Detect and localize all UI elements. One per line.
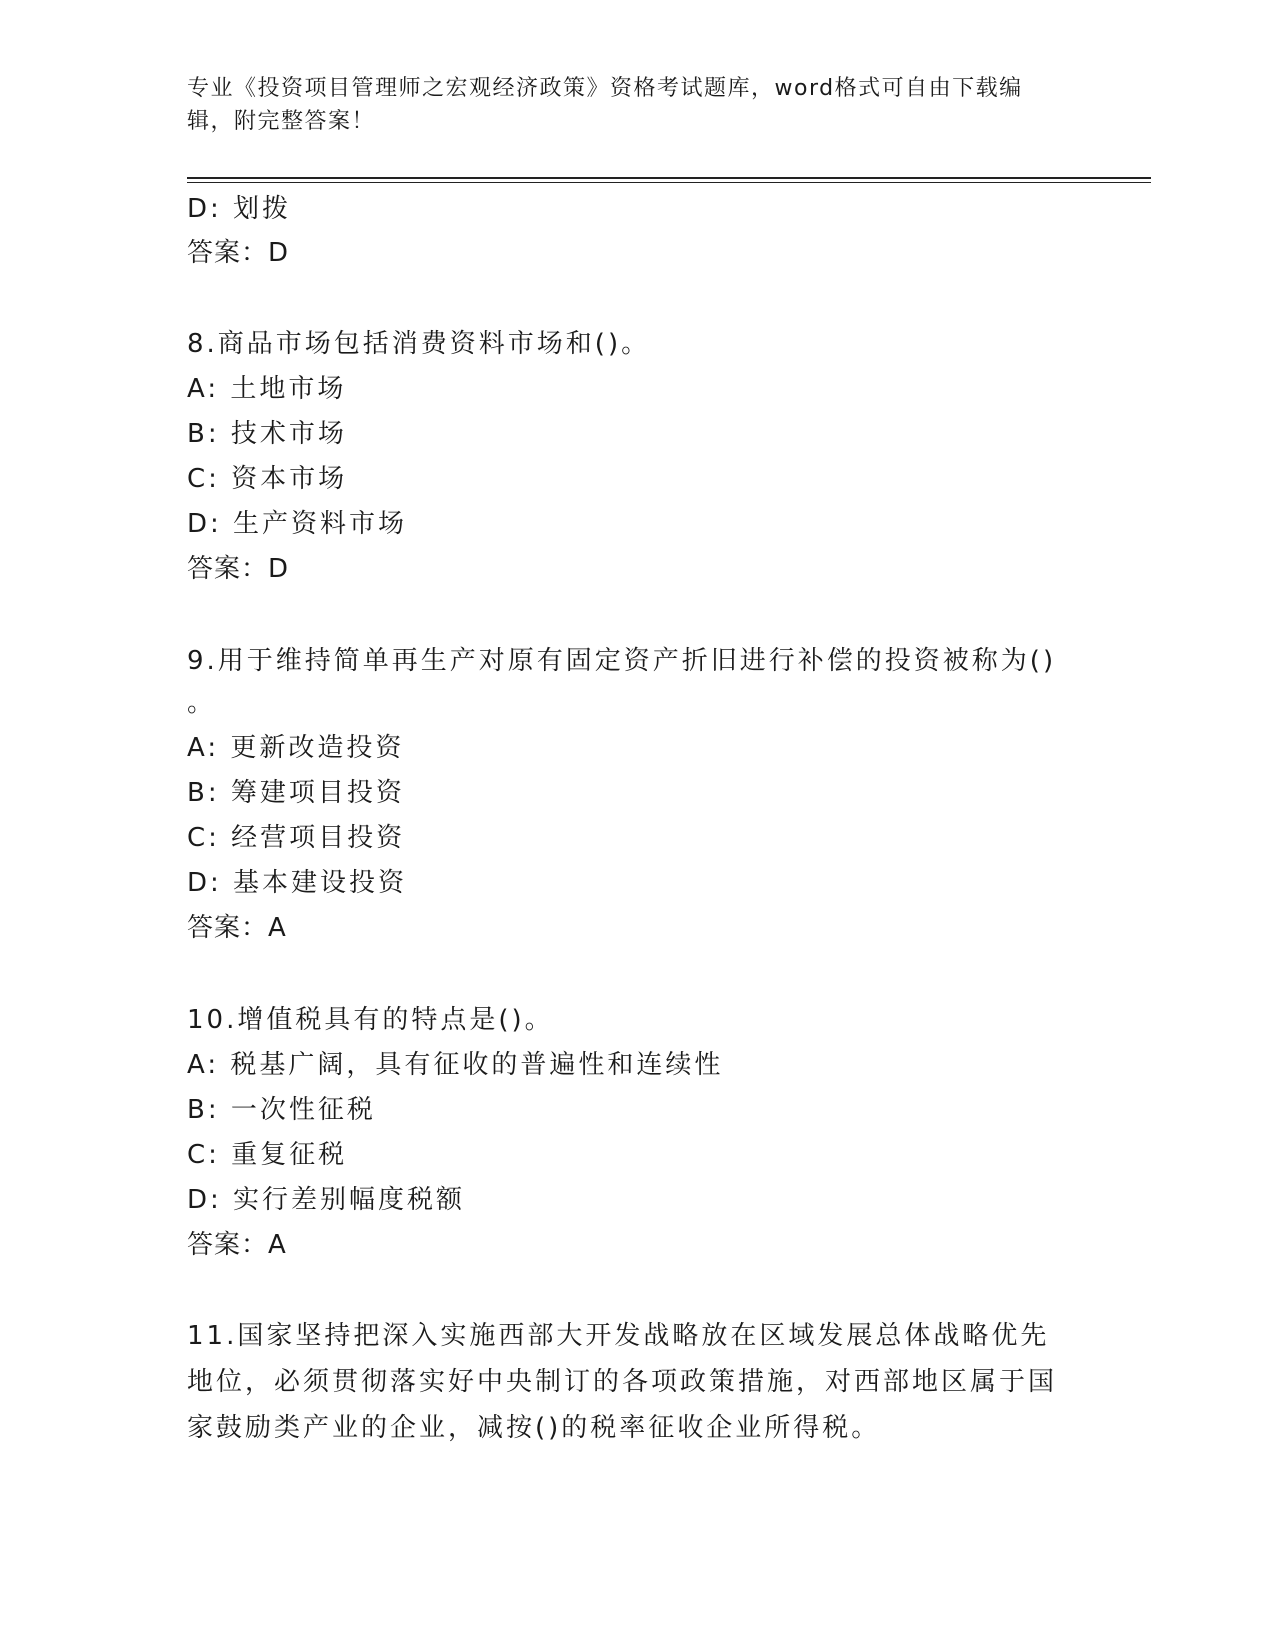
q10-option-b: B: 一次性征税 [187,1095,376,1125]
q11-question: 11.国家坚持把深入实施西部大开发战略放在区域发展总体战略优先地位，必须贯彻落实好中央制订的各项政策措施，对西部地区属于国家鼓励类产业的企业，减按()的税率征收企业所得税。 [187,1321,1058,1443]
q8-option-c: C: 资本市场 [187,464,348,494]
q9-option-d: D: 基本建设投资 [187,868,408,898]
q9-option-c: C: 经营项目投资 [187,823,406,853]
header-rule-thick [187,177,1151,179]
q10-option-a: A: 税基广阔，具有征收的普遍性和连续性 [187,1050,724,1080]
q10-option-c: C: 重复征税 [187,1140,348,1170]
q9-option-b: B: 筹建项目投资 [187,778,405,808]
q10-question: 10.增值税具有的特点是()。 [187,1005,554,1035]
header-rule-thin [187,182,1151,183]
q8-question: 8.商品市场包括消费资料市场和()。 [187,329,651,359]
q9-option-a: A: 更新改造投资 [187,733,405,763]
document-header: 专业《投资项目管理师之宏观经济政策》资格考试题库，word格式可自由下载编辑，附完整答案！ [187,76,1023,134]
q9-answer: 答案：A [187,913,287,943]
q9-question-line2: 。 [187,688,217,718]
q8-option-d: D: 生产资料市场 [187,509,408,539]
q8-option-a: A: 土地市场 [187,374,347,404]
q10-option-d: D: 实行差别幅度税额 [187,1185,466,1215]
q10-answer: 答案：A [187,1230,287,1260]
q8-option-b: B: 技术市场 [187,419,347,449]
prev-answer: 答案：D [187,238,290,268]
q8-answer: 答案：D [187,554,290,584]
prev-option-d: D: 划拨 [187,194,292,224]
q9-question-line1: 9.用于维持简单再生产对原有固定资产折旧进行补偿的投资被称为() [187,646,1057,676]
